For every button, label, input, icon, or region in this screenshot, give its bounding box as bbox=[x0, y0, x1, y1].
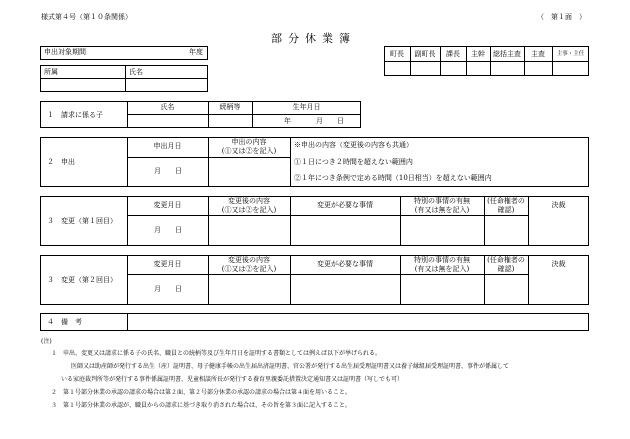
section4-box bbox=[40, 313, 589, 331]
change2-special-col: 特別の事情の有無 bbox=[414, 256, 470, 264]
note-2: ２ 第１号部分休業の承認の請求の場合は第２面、第２号部分休業の承認の請求の場合は第４面を用いること。 bbox=[51, 389, 352, 396]
section2-label: ２ 申出 bbox=[47, 158, 75, 166]
child-name-col: 氏名 bbox=[160, 103, 175, 111]
target-period-label: 申出対象期間 bbox=[44, 48, 86, 56]
page-indicator: （ 第１面 ） bbox=[537, 13, 586, 21]
section1-label: １ 請求に係る子 bbox=[47, 111, 103, 119]
change1-confirm-col: (任命権者の bbox=[487, 197, 525, 205]
page-title: 部分休業簿 bbox=[271, 32, 356, 45]
dept-label: 所属 bbox=[44, 68, 58, 76]
year-suffix: 年度 bbox=[189, 48, 203, 56]
request-content-col: 申出の内容 bbox=[231, 138, 267, 146]
form-number: 様式第４号（第１０条関係） bbox=[41, 13, 132, 21]
section4-label: ４ 備 考 bbox=[47, 318, 82, 326]
child-birth-col: 生年月日 bbox=[292, 103, 321, 111]
change2-confirm-sub: 確認) bbox=[497, 265, 515, 273]
change2-reason-col: 変更が必要な事情 bbox=[317, 260, 373, 268]
approval-staff: 主事・主任 bbox=[556, 51, 585, 57]
section3-second-label: ３ 変更（第２回目） bbox=[47, 276, 117, 284]
birth-md: 月 日 bbox=[316, 117, 344, 125]
approval-mayor: 町長 bbox=[390, 50, 404, 58]
change2-special-sub: (有又は無を記入) bbox=[414, 265, 470, 273]
birth-year: 年 bbox=[284, 117, 291, 125]
approval-section-chief: 課長 bbox=[446, 50, 460, 58]
note-3: ３ 第１号部分休業の承認が、職員からの請求に基づき取り消された場合は、その旨を第３面に記入すること。 bbox=[51, 402, 352, 409]
request-option-1: ①１日につき２時間を超えない範囲内 bbox=[294, 158, 413, 166]
note-1: １ 申出、変更又は請求に係る子の氏名、職員との続柄等及び生年月日を証明する書類としては例えば以下が挙げられる。 bbox=[51, 350, 382, 357]
child-relation-col: 続柄等 bbox=[219, 103, 241, 111]
change2-confirm-col: (任命権者の bbox=[487, 256, 525, 264]
note-1-detail-b: いる家庭裁判所等が発行する事件係属証明書、児童相談所長が発行する養育里親委託措置決定通知書又は証明書（写しでも可） bbox=[61, 376, 404, 383]
approval-manager: 主幹 bbox=[471, 50, 485, 58]
request-note: ※申出の内容（変更後の内容も共通） bbox=[294, 141, 413, 149]
approval-deputy-mayor: 副町長 bbox=[414, 50, 436, 58]
approval-chief-supervisor: 総括主査 bbox=[493, 50, 521, 58]
change2-date-col: 変更月日 bbox=[153, 260, 182, 268]
change1-content-col: 変更後の内容 bbox=[228, 197, 270, 205]
change1-decision-col: 決裁 bbox=[551, 201, 566, 209]
change1-reason-col: 変更が必要な事情 bbox=[317, 201, 373, 209]
request-option-2: ②１年につき条例で定める時間（10日相当）を超えない範囲内 bbox=[294, 174, 492, 182]
request-content-sub: (①又は②を記入) bbox=[221, 147, 277, 155]
change1-special-col: 特別の事情の有無 bbox=[414, 197, 470, 205]
change1-content-sub: (①又は②を記入) bbox=[221, 206, 277, 214]
request-date-md: 月 日 bbox=[154, 167, 182, 175]
section3-first-label: ３ 変更（第１回目） bbox=[47, 217, 117, 225]
change1-special-sub: (有又は無を記入) bbox=[414, 206, 470, 214]
change1-date-md: 月 日 bbox=[154, 226, 182, 234]
note-1-detail-a: 医師又は助産師が発行する出生（産）証明書、母子健康手帳の出生届出済証明書、官公署が発行する出生届受理証明書又は養子縁組届受理証明書、事件が係属して bbox=[71, 363, 510, 370]
notes-heading: (注) bbox=[41, 338, 52, 345]
change2-content-sub: (①又は②を記入) bbox=[221, 265, 277, 273]
approval-supervisor: 主査 bbox=[531, 50, 545, 58]
name-label: 氏名 bbox=[129, 68, 143, 76]
change2-date-md: 月 日 bbox=[154, 285, 182, 293]
change2-decision-col: 決裁 bbox=[551, 260, 566, 268]
request-date-col: 申出月日 bbox=[153, 142, 182, 150]
change1-confirm-sub: 確認) bbox=[497, 206, 515, 214]
change1-date-col: 変更月日 bbox=[153, 201, 182, 209]
change2-content-col: 変更後の内容 bbox=[228, 256, 270, 264]
